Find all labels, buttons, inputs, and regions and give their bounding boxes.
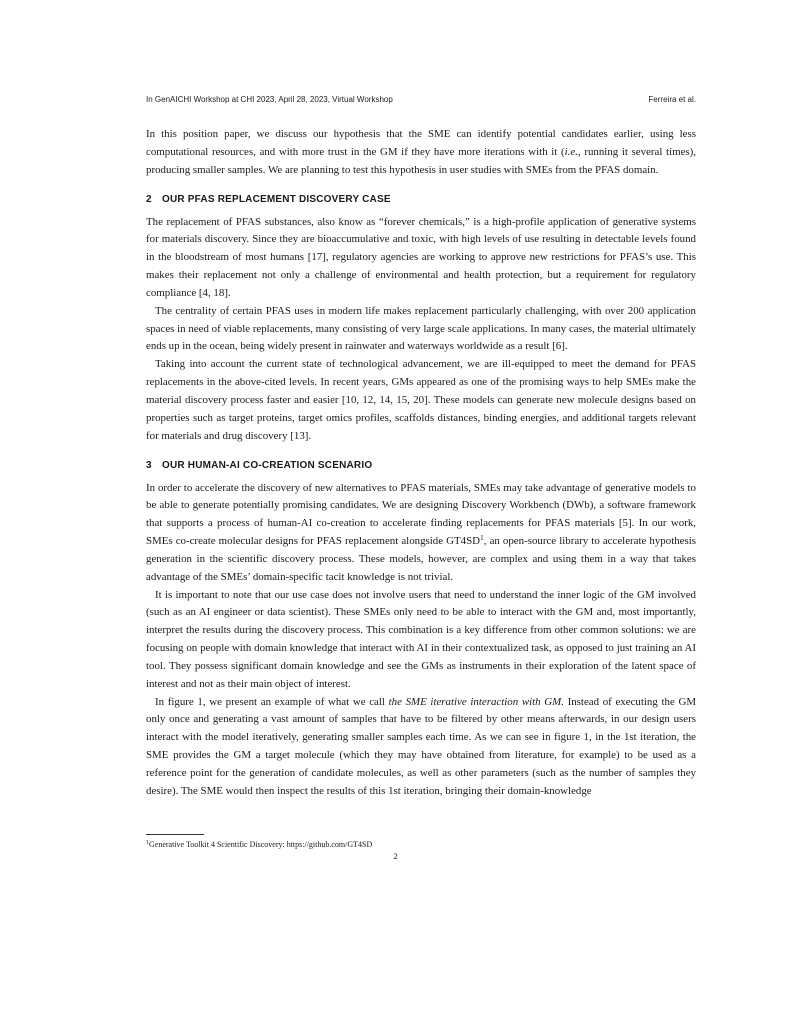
section-2-paragraph-1: The replacement of PFAS substances, also know as “forever chemicals,” is a high-profile application of generative systems for materials discovery. Since they are bioaccumulative and toxic, with high levels of use resulting in detectable levels found in the bloodstream of most humans [17], regulatory agencies are working to approve new restrictions for PFAS’s use. This makes their replacement not only a challenge of environmental and health protection, but a requirement for regulatory compliance [4, 18]. xyxy=(146,215,696,299)
section-2-paragraph-3: Taking into account the current state of technological advancement, we are ill-equipped to meet the demand for PFAS replacements in the above-cited levels. In recent years, GMs appeared as one of the promising ways to help SMEs make the material discovery process faster and easier [10, 12, 14, 15, 20]. These models can generate new molecule designs based on properties such as target proteins, target omics profiles, scaffolds distances, binding energies, and additional targets relevant for materials and drug discovery [13]. xyxy=(146,358,696,442)
section-2-title: OUR PFAS REPLACEMENT DISCOVERY CASE xyxy=(162,193,391,205)
running-header xyxy=(146,95,696,107)
body-text xyxy=(146,126,696,801)
header-authors: Ferreira et al. xyxy=(648,95,696,104)
section-2-heading xyxy=(146,193,696,207)
intro-paragraph: In this position paper, we discuss our hypothesis that the SME can identify potential candidates earlier, using less computational resources, and with more trust in the GM if they have more iterations with it (i.e., running it several times), producing smaller samples. We are planning to test this hypothesis in user studies with SMEs from the PFAS domain. xyxy=(146,128,696,176)
section-2-paragraph-2: The centrality of certain PFAS uses in modern life makes replacement particularly challenging, with over 200 application spaces in need of viable replacements, many consisting of very large scale applications. In many cases, the material ultimately ends up in the ocean, being widely present in rainwater and waterways worldwide as a result [6]. xyxy=(146,304,696,353)
section-3-paragraph-2: It is important to note that our use case does not involve users that need to understand the inner logic of the GM involved (such as an AI engineer or data scientist). These SMEs only need to be able to interact with the GM and, most importantly, interpret the results during the discovery process. This combination is a key difference from other common solutions: we are focusing on people with domain knowledge that interact with AI in their contextualized task, as opposed to just training an AI tool. They possess significant domain knowledge and see the GMs as instruments in their exploration of the latent space of interest and not as their main object of interest. xyxy=(146,588,696,690)
header-venue: In GenAICHI Workshop at CHI 2023, April 28, 2023, Virtual Workshop xyxy=(146,95,393,104)
section-3-paragraph-1: In order to accelerate the discovery of new alternatives to PFAS materials, SMEs may take advantage of generative models to be able to generate potentially promising candidates. We are designing Discovery Workbench (DWb), a software framework that supports a process of human-AI co-creation to accelerate finding replacements for PFAS materials [5]. In our work, SMEs co-create molecular designs for PFAS replacement alongside GT4SD$^1$, an open-source library to accelerate hypothesis generation in the scientific discovery process. These models, however, are complex and using them in a way that takes advantage of the SMEs’ domain-specific tacit knowledge is not trivial. xyxy=(146,481,696,583)
footnote xyxy=(146,838,696,850)
section-3-heading xyxy=(146,459,696,473)
footnote-text: Generative Toolkit 4 Scientific Discovery: https://github.com/GT4SD xyxy=(149,840,373,849)
page-number: 2 xyxy=(393,851,398,861)
section-3-number: 3 xyxy=(146,459,152,471)
ie-abbreviation: i.e. xyxy=(564,145,578,158)
section-3-paragraph-3: In figure 1, we present an example of what we call the SME iterative interaction with GM. Instead of executing the GM only once and generating a vast amount of samples that have to be filtered by other means afterwards, in our design users interact with the model iteratively, generating smaller samples each time. As we can see in figure 1, in the 1st iteration, the SME provides the GM a target molecule (which they may have obtained from literature, for example) to be used as a reference point for the generation of candidate molecules, as well as other parameters (such as the number of samples they desire). The SME would then inspect the results of this 1st iteration, bringing their domain-knowledge xyxy=(146,695,696,797)
emphasis-sme-iterative: the SME iterative interaction with GM. xyxy=(388,695,564,708)
section-2-number: 2 xyxy=(146,193,152,205)
footnote-divider xyxy=(146,834,204,835)
footnote-mark: 1 xyxy=(146,840,149,846)
footnote-reference[interactable]: 1 xyxy=(480,533,484,543)
section-3-title: OUR HUMAN-AI CO-CREATION SCENARIO xyxy=(162,459,373,471)
